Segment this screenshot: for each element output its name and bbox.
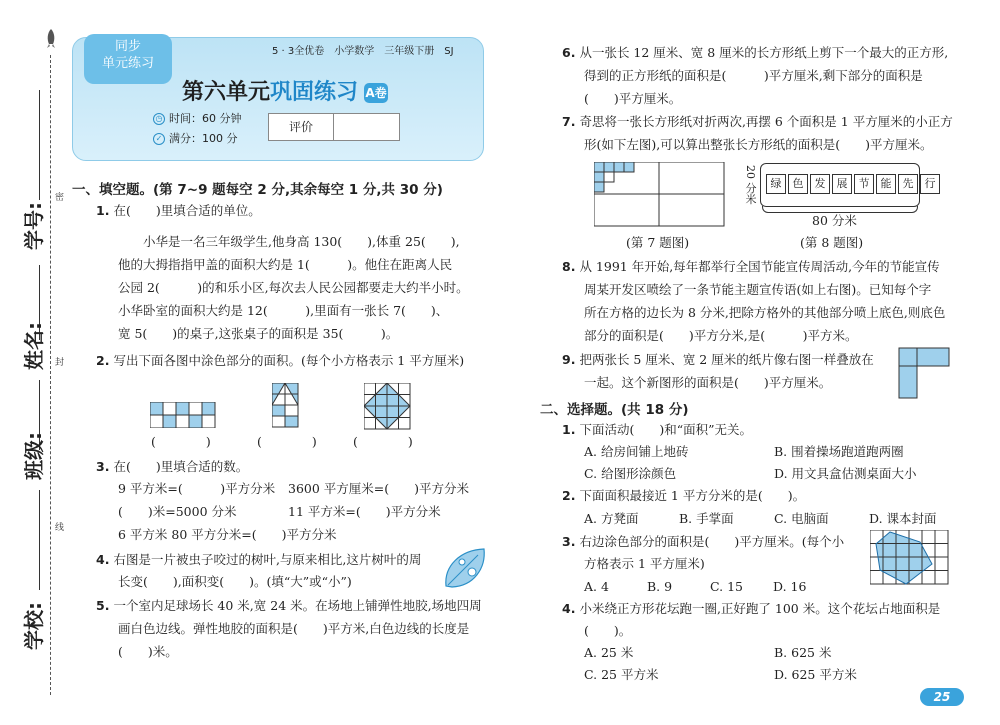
q9-line-2: 一起。这个新图形的面积是( )平方厘米。 (584, 375, 832, 390)
fig8-chars (766, 174, 940, 194)
q2-stem-text: 写出下面各图中涂色部分的面积。(每个小方格表示 1 平方厘米) (113, 353, 465, 368)
c4-number: 4. (562, 601, 576, 616)
q5-line-1 (96, 598, 482, 613)
q6-text-1: 从一张长 12 厘米、宽 8 厘米的长方形纸上剪下一个最大的正方形, (579, 45, 949, 60)
q4-line-2: 长变( ),面积变( )。(填“大”或“小”) (118, 574, 352, 589)
check-icon: ✓ (153, 133, 165, 145)
fig8-char-3: 发 (810, 174, 830, 194)
fig7-diagram (594, 162, 726, 228)
q1-stem-text: 在( )里填合适的单位。 (113, 203, 261, 218)
q4-line-1 (96, 552, 421, 567)
q1-line-4: 小华卧室的面积大约是 12( ),里面有一张长 7( )、 (118, 303, 449, 318)
q2-answer-3[interactable]: ( ) (353, 434, 413, 449)
c4-text-1: 小米绕正方形花坛跑一圈,正好跑了 100 米。这个花坛占地面积是 (579, 601, 941, 616)
sync-unit-badge (84, 34, 172, 84)
c3-option-b[interactable]: B. 9 (647, 579, 673, 594)
seal-char-xian: 线 (55, 523, 65, 533)
evaluation-field[interactable] (334, 114, 399, 140)
student-no-line[interactable] (39, 90, 40, 200)
q7-text-1: 奇思将一张长方形纸对折两次,再摆 6 个面积是 1 平方厘米的小正方 (579, 114, 953, 129)
q7-line-2: 形(如下左图),可以算出整张长方形纸的面积是( )平方厘米。 (584, 137, 933, 152)
q6-number: 6. (562, 45, 576, 60)
c3-option-d[interactable]: D. 16 (773, 579, 807, 594)
q5-text-1: 一个室内足球场长 40 米,宽 24 米。在场地上铺弹性地胶,场地四周 (113, 598, 482, 613)
binding-dashed-line (50, 55, 51, 695)
name-label: 姓名: (22, 322, 46, 370)
section-2-title: 二、选择题。(共 18 分) (540, 402, 689, 418)
fig8-side-text: 20 分米 (744, 165, 757, 205)
q2-stem (96, 353, 464, 368)
fig8-char-1: 绿 (766, 174, 786, 194)
class-label: 班级: (22, 432, 46, 480)
c2-stem (562, 488, 805, 503)
fig8-char-2: 色 (788, 174, 808, 194)
q3-number: 3. (96, 459, 110, 474)
q5-line-3: ( )米。 (118, 644, 178, 659)
c1-option-d[interactable]: D. 用文具盒估测桌面大小 (774, 466, 917, 481)
q2-figure-2 (272, 383, 300, 429)
q7-number: 7. (562, 114, 576, 129)
fig7-caption: (第 7 题图) (626, 235, 690, 250)
q3-item-3: ( )米=5000 分米 (118, 504, 237, 519)
q2-figure-3 (364, 383, 412, 431)
q9-overlap-figure (898, 347, 950, 399)
school-label: 学校: (22, 602, 46, 650)
q8-line-3: 所在方格的边长为 8 分米,把除方格外的其他部分喷上底色,则底色 (584, 305, 946, 320)
c2-number: 2. (562, 488, 576, 503)
title-part-1: 第六单元 (182, 80, 271, 105)
score-text: 满分：100 分 (169, 132, 238, 145)
q1-line-1: 小华是一名三年级学生,他身高 130( ),体重 25( ), (143, 234, 460, 249)
c1-option-b[interactable]: B. 围着操场跑道跑两圈 (774, 444, 904, 459)
q9-text-1: 把两张长 5 厘米、宽 2 厘米的纸片像右图一样叠放在 (579, 352, 874, 367)
q8-number: 8. (562, 259, 576, 274)
q2-answer-1[interactable]: ( ) (151, 434, 211, 449)
q8-line-4: 部分的面积是( )平方分米,是( )平方米。 (584, 328, 858, 343)
c1-number: 1. (562, 422, 576, 437)
q1-line-5: 宽 5( )的桌子,这张桌子的面积是 35( )。 (118, 326, 399, 341)
q6-line-3: ( )平方厘米。 (584, 91, 682, 106)
q6-line-2: 得到的正方形纸的面积是( )平方厘米,剩下部分的面积是 (584, 68, 923, 83)
c1-stem (562, 422, 752, 437)
fig8-brace (762, 206, 918, 213)
bitten-leaf-icon (442, 546, 488, 590)
c2-stem-text: 下面面积最接近 1 平方分米的是( )。 (579, 488, 806, 503)
c4-option-d[interactable]: D. 625 平方米 (774, 667, 857, 682)
c3-option-a[interactable]: A. 4 (584, 579, 609, 594)
score-info (153, 130, 238, 146)
q3-item-1: 9 平方米=( )平方分米 (118, 481, 276, 496)
page-title (182, 75, 388, 106)
q9-number: 9. (562, 352, 576, 367)
badge-line-2: 单元练习 (101, 56, 154, 71)
c3-text-1: 右边涂色部分的面积是( )平方厘米。(每个小 (579, 534, 845, 549)
q2-number: 2. (96, 353, 110, 368)
c1-option-a[interactable]: A. 给房间铺上地砖 (584, 444, 689, 459)
badge-line-1: 同步 (114, 39, 141, 54)
fig8-char-5: 节 (854, 174, 874, 194)
fig8-char-8: 行 (920, 174, 940, 194)
q3-stem (96, 459, 248, 474)
evaluation-label: 评价 (269, 114, 334, 140)
c4-line-1 (562, 601, 940, 616)
fig8-char-4: 展 (832, 174, 852, 194)
q5-number: 5. (96, 598, 110, 613)
q3-stem-text: 在( )里填合适的数。 (113, 459, 249, 474)
q8-line-2: 周某开发区喷绘了一条节能主题宣传语(如上右图)。已知每个字 (584, 282, 932, 297)
school-line[interactable] (39, 490, 40, 590)
seal-char-mi: 密 (55, 193, 65, 203)
fig8-side-label (743, 165, 757, 208)
q1-stem (96, 203, 261, 218)
q8-line-1 (562, 259, 940, 274)
q1-line-2: 他的大拇指指甲盖的面积大约是 1( )。他住在距离人民 (118, 257, 453, 272)
c3-line-2: 方格表示 1 平方厘米) (584, 556, 705, 571)
time-info (153, 110, 242, 126)
fig8-char-6: 能 (876, 174, 896, 194)
q3-item-4: 11 平方米=( )平方分米 (288, 504, 441, 519)
q3-item-2: 3600 平方厘米=( )平方分米 (288, 481, 470, 496)
c4-option-b[interactable]: B. 625 米 (774, 645, 832, 660)
title-a-badge: A卷 (364, 83, 388, 103)
c2-option-a[interactable]: A. 方凳面 (584, 511, 639, 526)
q9-line-1 (562, 352, 874, 367)
c1-option-c[interactable]: C. 给图形涂颜色 (584, 466, 677, 481)
q2-figure-1 (150, 402, 216, 428)
c4-option-a[interactable]: A. 25 米 (584, 645, 634, 660)
c3-number: 3. (562, 534, 576, 549)
q2-answer-2[interactable]: ( ) (257, 434, 317, 449)
q6-line-1 (562, 45, 948, 60)
q8-text-1: 从 1991 年开始,每年都举行全国节能宣传周活动,今年的节能宣传 (579, 259, 940, 274)
q4-number: 4. (96, 552, 110, 567)
title-part-2: 巩固练习 (270, 80, 359, 105)
q3-item-5: 6 平方米 80 平方分米=( )平方分米 (118, 527, 337, 542)
q1-number: 1. (96, 203, 110, 218)
c3-line-1 (562, 534, 844, 549)
fig8-bottom-label: 80 分米 (812, 213, 857, 228)
c3-grid-figure (870, 530, 950, 586)
series-info: 5 · 3全优卷 小学数学 三年级下册 SJ (272, 46, 454, 57)
c3-option-c[interactable]: C. 15 (710, 579, 743, 594)
q4-text-1: 右图是一片被虫子咬过的树叶,与原来相比,这片树叶的周 (113, 552, 422, 567)
time-text: 时间：60 分钟 (169, 112, 242, 125)
seal-char-feng: 封 (55, 358, 65, 368)
c2-option-d[interactable]: D. 课本封面 (869, 511, 937, 526)
fig8-caption: (第 8 题图) (800, 235, 864, 250)
c4-option-c[interactable]: C. 25 平方米 (584, 667, 659, 682)
student-no-label: 学号: (22, 202, 46, 250)
c4-line-2: ( )。 (584, 623, 632, 638)
section-1-title: 一、填空题。(第 7~9 题每空 2 分,其余每空 1 分,共 30 分) (72, 182, 443, 198)
page-number: 25 (920, 688, 964, 706)
c1-stem-text: 下面活动( )和“面积”无关。 (579, 422, 752, 437)
q7-line-1 (562, 114, 953, 129)
c2-option-c[interactable]: C. 电脑面 (774, 511, 829, 526)
rocket-icon (44, 28, 58, 54)
q1-line-3: 公园 2( )的和乐小区,每次去人民公园都要走大约半小时。 (118, 280, 469, 295)
fig8-char-7: 先 (898, 174, 918, 194)
evaluation-box (268, 113, 400, 141)
q5-line-2: 画白色边线。弹性地胶的面积是( )平方米,白色边线的长度是 (118, 621, 470, 636)
c2-option-b[interactable]: B. 手掌面 (679, 511, 734, 526)
clock-icon: ◷ (153, 113, 165, 125)
